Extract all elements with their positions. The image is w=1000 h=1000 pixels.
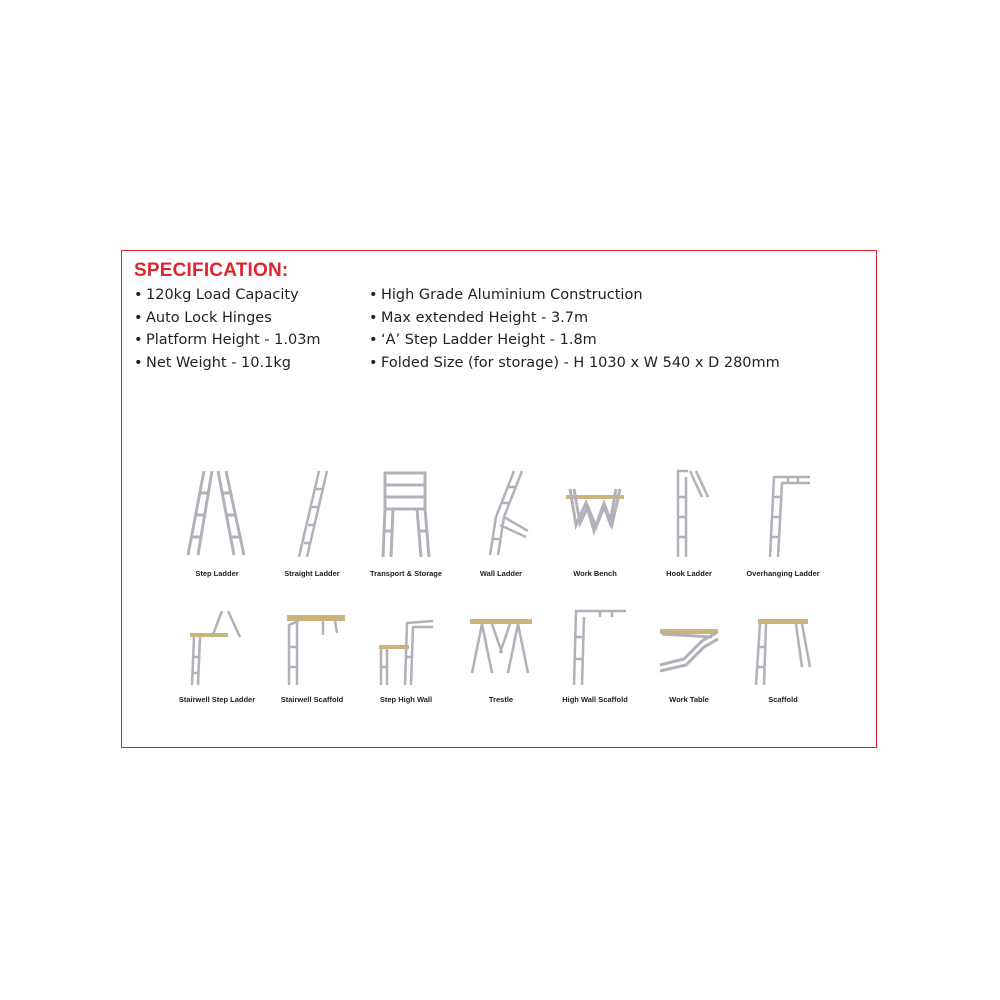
step-ladder-icon [182, 467, 252, 563]
config-label: Step Ladder [195, 569, 239, 578]
config-transport-storage [351, 467, 461, 578]
config-label: Work Bench [573, 569, 617, 578]
config-label: Trestle [488, 695, 514, 704]
specification-panel [121, 250, 877, 748]
spec-item: • Auto Lock Hinges [134, 309, 272, 326]
spec-item: • Folded Size (for storage) - H 1030 x W 540 x D 280mm [369, 355, 780, 372]
spec-item: • High Grade Aluminium Construction [369, 287, 643, 303]
config-label: Stairwell Scaffold [280, 695, 344, 704]
config-label: Wall Ladder [479, 569, 523, 578]
config-scaffold [728, 607, 838, 704]
high-wall-scaffold-icon [560, 607, 630, 689]
hook-ladder-icon [654, 467, 724, 563]
config-label: Transport & Storage [369, 569, 443, 578]
stairwell-scaffold-icon [277, 607, 347, 689]
spec-item: • 120kg Load Capacity [134, 287, 299, 303]
trestle-icon [466, 607, 536, 689]
config-step-high-wall [351, 607, 461, 704]
config-label: Hook Ladder [666, 569, 712, 578]
config-label: Step High Wall [379, 695, 433, 704]
straight-ladder-icon [277, 467, 347, 563]
specification-title: SPECIFICATION: [134, 260, 289, 281]
spec-item: • ‘A’ Step Ladder Height - 1.8m [369, 332, 597, 349]
spec-item: • Max extended Height - 3.7m [369, 309, 589, 326]
config-overhanging-ladder [728, 467, 838, 578]
spec-item: • Net Weight - 10.1kg [134, 355, 291, 372]
config-step-ladder [162, 467, 272, 578]
config-label: High Wall Scaffold [562, 695, 628, 704]
scaffold-icon [748, 607, 818, 689]
folded-ladder-icon [371, 467, 441, 563]
stairwell-step-ladder-icon [182, 607, 252, 689]
ladder-configurations [122, 251, 876, 747]
work-bench-icon [560, 467, 630, 563]
work-table-icon [654, 607, 724, 689]
config-stairwell-step-ladder [162, 607, 272, 704]
config-label: Straight Ladder [284, 569, 340, 578]
config-label: Scaffold [768, 695, 798, 704]
config-label: Work Table [669, 695, 709, 704]
config-label: Stairwell Step Ladder [178, 695, 256, 704]
spec-item: • Platform Height - 1.03m [134, 332, 321, 349]
step-high-wall-icon [371, 607, 441, 689]
config-label: Overhanging Ladder [746, 569, 820, 578]
overhanging-ladder-icon [748, 467, 818, 563]
wall-ladder-icon [466, 467, 536, 563]
